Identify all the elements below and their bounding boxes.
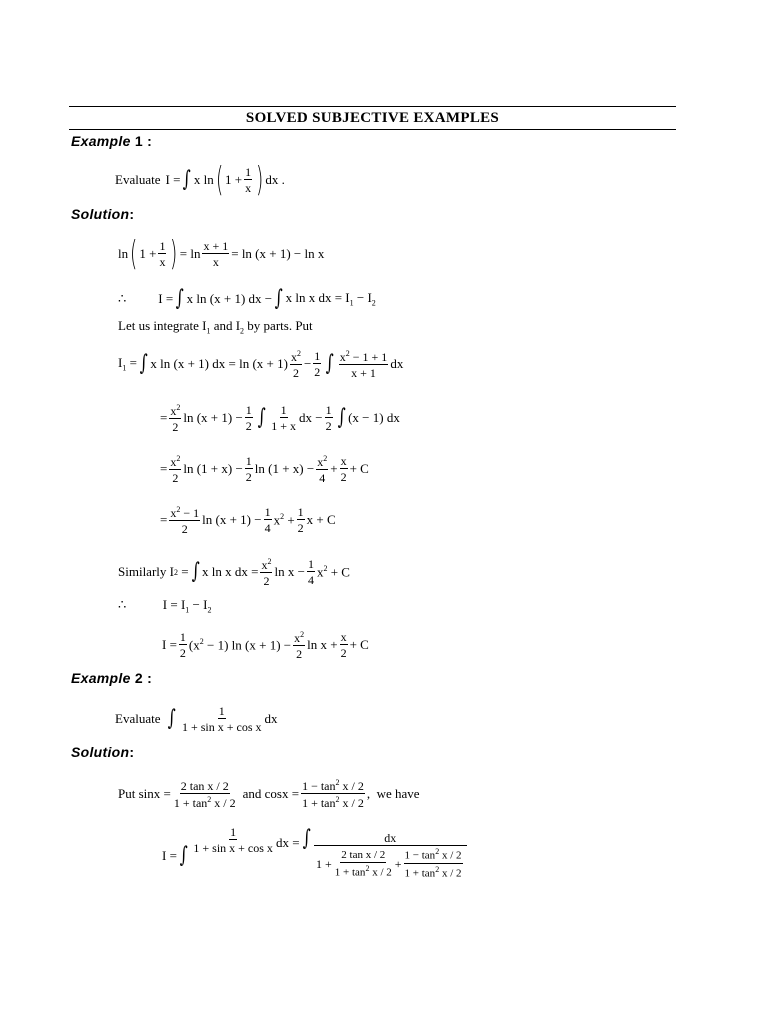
fraction: $\frac{1}{2}$ <box>179 630 186 660</box>
math-text: I = <box>162 848 177 863</box>
we-have-label: we have <box>376 786 420 801</box>
integral-sign: ∫ <box>257 405 266 430</box>
solution-label: Solution <box>71 206 130 222</box>
fraction: $\frac{1}{2}$ <box>314 349 321 379</box>
fraction: $\frac{x^2}{2}$ <box>290 348 301 380</box>
equation-line <box>160 498 336 542</box>
math-text: x ln (x + 1) dx = ln (x + 1) <box>150 356 288 371</box>
fraction: $\frac{x}{2}$ <box>340 630 347 660</box>
integral-sign: ∫ <box>302 826 311 851</box>
math-text: dx <box>390 356 404 371</box>
fraction: $\frac{1}{2}$ <box>297 505 304 535</box>
math-text: = <box>160 461 168 476</box>
math-text: x ln x dx = <box>202 564 259 579</box>
fraction: $\frac{x^2}{2}$ <box>294 629 305 661</box>
example-label: Example <box>71 670 131 686</box>
integral-sign: ∫ <box>191 559 200 584</box>
equation-line <box>162 826 468 886</box>
solution-label: Solution <box>71 744 130 760</box>
fraction: $\frac{1}{x}$ <box>159 239 166 269</box>
math-text: , <box>366 786 377 801</box>
math-text: ln x + <box>307 637 338 652</box>
math-text: ln (1 + x) − <box>254 461 315 476</box>
example-2-statement <box>115 697 278 741</box>
math-text: dx . <box>265 172 285 187</box>
equation-line <box>162 623 369 667</box>
math-text: $(x^2 - 1)$ ln (x + 1) − <box>188 636 292 653</box>
integral-sign: ∫ <box>183 167 192 192</box>
math-text: = ln (x + 1) − ln x <box>231 246 325 261</box>
similarly-label: Similarly I <box>118 564 174 579</box>
example-2-heading <box>71 670 152 686</box>
math-text: ln (x + 1) − <box>183 410 243 425</box>
fraction: $\frac{1}{x}$ <box>245 165 252 195</box>
paren: ( <box>215 160 224 200</box>
math-text: x ln <box>193 172 214 187</box>
math-text: = <box>160 512 168 527</box>
math-text: + C <box>349 461 369 476</box>
math-text: $I_1$ = <box>118 355 137 373</box>
math-text: I = <box>158 291 174 306</box>
put-label: Put sinx = <box>118 786 171 801</box>
math-text: dx <box>264 711 278 726</box>
fraction: $\frac{1}{2}$ <box>245 403 252 433</box>
fraction: $\frac{x^2 - 1}{2}$ <box>170 504 200 536</box>
integral-sign: ∫ <box>274 286 283 311</box>
math-text: dx = <box>275 835 300 850</box>
math-text: 1 + <box>139 246 157 261</box>
math-text: $I = I_1 - I_2$ <box>162 597 212 615</box>
math-text: = <box>177 564 189 579</box>
fraction: $\frac{x^2}{2}$ <box>170 402 181 434</box>
equation-line <box>118 277 376 321</box>
fraction: $\frac{\text{2 tan x / 2}}{1 + \tan^2 x / 2}$ <box>173 778 236 810</box>
title-underline <box>69 129 676 130</box>
math-text: − <box>303 356 312 371</box>
equation-line <box>160 447 369 491</box>
math-text: = <box>160 410 168 425</box>
math-text: I = <box>162 637 177 652</box>
math-text: (x − 1) dx <box>348 410 400 425</box>
fraction: $\frac{1}{1 + x}$ <box>271 403 297 433</box>
paren: ( <box>130 234 138 274</box>
fraction: $\frac{x^2}{2}$ <box>261 556 272 588</box>
fraction: $\frac{x^2}{2}$ <box>170 453 181 485</box>
integral-sign: ∫ <box>179 843 188 868</box>
math-text: + C <box>349 637 369 652</box>
example-label: Example <box>71 133 131 149</box>
fraction: $\frac{x^2}{4}$ <box>317 453 328 485</box>
math-text: I = <box>165 172 181 187</box>
evaluate-label: Evaluate <box>115 711 161 726</box>
fraction: $\frac{1 - \tan^2 x / 2}{1 + \tan^2 x / 2}$ <box>404 847 462 880</box>
math-text: dx − <box>299 410 323 425</box>
fraction: $\frac{1}{\text{1 + sin x + cos x}}$ <box>181 704 262 734</box>
fraction: $\frac{1}{4}$ <box>264 505 271 535</box>
math-text: x ln x dx = $I_1 - I_2$ <box>285 290 376 308</box>
fraction: $\frac{1}{4}$ <box>307 557 314 587</box>
example-number: 1 : <box>134 133 153 149</box>
fraction: $\frac{1}{2}$ <box>245 454 252 484</box>
top-rule <box>69 106 676 107</box>
fraction: $\frac{1 - \tan^2 x / 2}{1 + \tan^2 x / 2}$ <box>302 778 364 810</box>
integral-sign: ∫ <box>326 351 335 376</box>
fraction: $\frac{x^2 - 1 + 1}{x + 1}$ <box>339 348 388 380</box>
example-number: 2 : <box>134 670 153 686</box>
math-text: ln x − <box>274 564 305 579</box>
integral-sign: ∫ <box>175 286 184 311</box>
math-text: x ln (x + 1) dx − <box>186 291 273 306</box>
integral-sign: ∫ <box>337 405 346 430</box>
math-text: ln (x + 1) − <box>202 512 262 527</box>
evaluate-label: Evaluate <box>115 172 161 187</box>
equation-line <box>118 772 420 816</box>
math-text: $x^2 + C$ <box>316 563 350 580</box>
fraction: $\frac{\text{2 tan x / 2}}{1 + \tan^2 x / 2}$ <box>334 848 392 879</box>
integral-sign: ∫ <box>168 706 177 731</box>
page-title: SOLVED SUBJECTIVE EXAMPLES <box>245 110 500 126</box>
fraction: $\frac{x}{2}$ <box>340 454 347 484</box>
solution-1-heading: Solution: <box>71 206 135 222</box>
compound-fraction: dx 1 + $\frac{\text{2 tan x / 2}}{1 + \tan^2 x / 2}$ + $\frac{1 - \tan^2 x / 2}{1 + \tan^2 x / 2}$ <box>315 832 466 879</box>
paren: ) <box>256 160 264 200</box>
math-text: $x^2$ + <box>273 511 295 528</box>
text-line: Let us integrate $I_1$ and $I_2$ by parts. Put <box>118 318 313 336</box>
equation-line: ∴ $I = I_1 - I_2$ <box>118 597 212 615</box>
math-text: + <box>330 461 338 476</box>
math-text: = ln <box>179 246 201 261</box>
math-text: 1 + <box>225 172 243 187</box>
math-text: x + C <box>306 512 336 527</box>
math-text: ln (1 + x) − <box>183 461 243 476</box>
fraction: $\frac{x + 1}{x}$ <box>203 239 229 269</box>
fraction: $\frac{1}{\text{1 + sin x + cos x}}$ <box>193 825 273 855</box>
equation-line: Similarly I 2 = ∫ x ln x dx = $\frac{x^2}{2}$ ln x − $\frac{1}{4}$ $x^2 + C$ <box>118 556 350 588</box>
equation-line <box>160 396 400 440</box>
equation-line <box>118 232 324 276</box>
solution-2-heading: Solution: <box>71 744 135 760</box>
example-1-statement <box>115 158 285 202</box>
integral-sign: ∫ <box>139 351 148 376</box>
therefore-sign: ∴ <box>118 291 127 306</box>
paren: ) <box>170 234 178 274</box>
and-label: and cosx = <box>242 786 300 801</box>
example-1-heading <box>71 133 152 149</box>
fraction: $\frac{1}{2}$ <box>325 403 332 433</box>
math-text: ln <box>118 246 129 261</box>
equation-line <box>118 342 403 386</box>
